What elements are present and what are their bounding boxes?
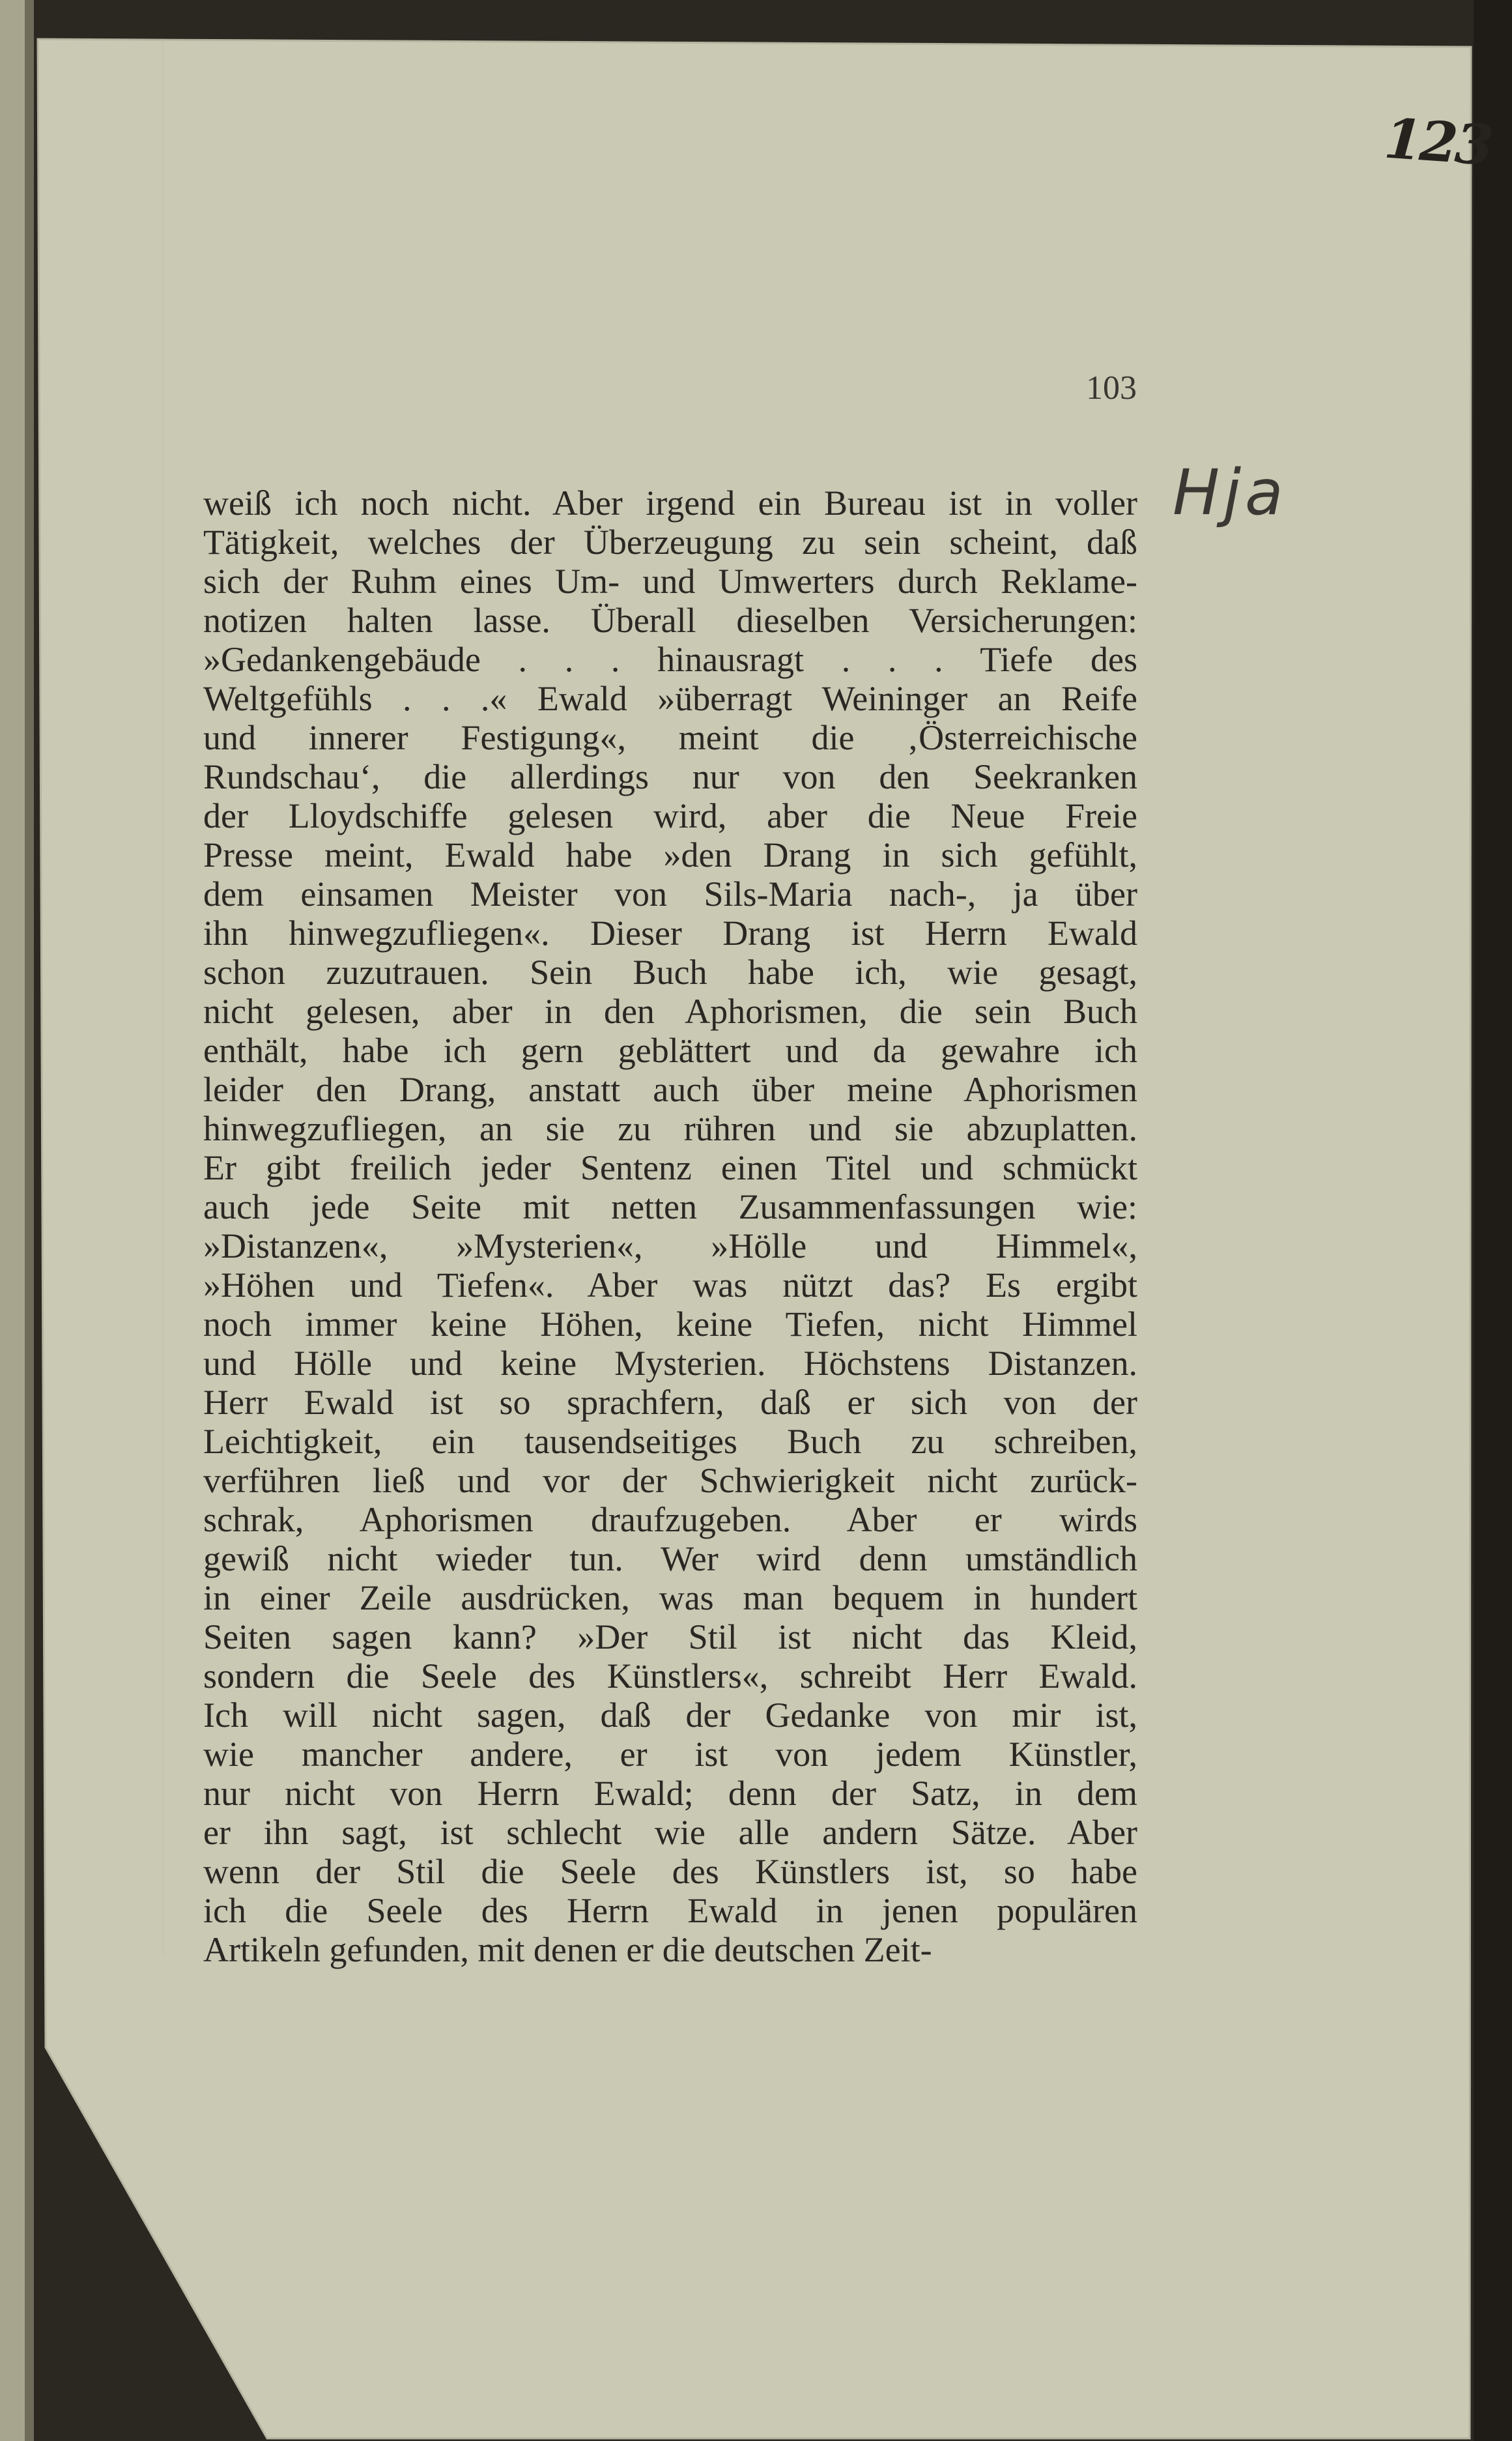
- text-line: gewiß nicht wieder tun. Wer wird denn umständlich: [203, 1539, 1137, 1578]
- text-line: dem einsamen Meister von Sils-Maria nach-, ja über: [203, 874, 1137, 914]
- text-line: wie mancher andere, er ist von jedem Künstler,: [203, 1735, 1137, 1774]
- text-line: noch immer keine Höhen, keine Tiefen, nicht Himmel: [203, 1305, 1137, 1344]
- text-line: ihn hinwegzufliegen«. Dieser Drang ist Herrn Ewald: [203, 914, 1137, 953]
- folio-number: 123: [1382, 106, 1493, 178]
- text-line: und innerer Festigung«, meint die ‚Österreichische: [203, 718, 1137, 757]
- text-line: ich die Seele des Herrn Ewald in jenen populären: [203, 1891, 1137, 1930]
- text-line: auch jede Seite mit netten Zusammenfassungen wie:: [203, 1187, 1137, 1226]
- text-line: und Hölle und keine Mysterien. Höchstens Distanzen.: [203, 1344, 1137, 1383]
- text-line: Tätigkeit, welches der Überzeugung zu sein scheint, daß: [203, 523, 1137, 562]
- text-line: schrak, Aphorismen draufzugeben. Aber er wirds: [203, 1500, 1137, 1539]
- text-line: Herr Ewald ist so sprachfern, daß er sich von der: [203, 1383, 1137, 1422]
- text-line: Ich will nicht sagen, daß der Gedanke von mir ist,: [203, 1696, 1137, 1735]
- text-line: notizen halten lasse. Überall dieselben Versicherungen:: [203, 601, 1137, 640]
- text-line: »Distanzen«, »Mysterien«, »Hölle und Himmel«,: [203, 1226, 1137, 1265]
- text-line: »Gedankengebäude . . . hinausragt . . . Tiefe des: [203, 640, 1137, 679]
- text-line: hinwegzufliegen, an sie zu rühren und sie abzuplatten.: [203, 1109, 1137, 1148]
- text-line: weiß ich noch nicht. Aber irgend ein Bureau ist in voller: [203, 484, 1137, 523]
- text-line: nur nicht von Herrn Ewald; denn der Satz, in dem: [203, 1774, 1137, 1813]
- text-line: sich der Ruhm eines Um- und Umwerters durch Reklame-: [203, 562, 1137, 601]
- text-line: sondern die Seele des Künstlers«, schreibt Herr Ewald.: [203, 1656, 1137, 1696]
- text-line: Seiten sagen kann? »Der Stil ist nicht das Kleid,: [203, 1617, 1137, 1656]
- text-line: Artikeln gefunden, mit denen er die deutschen Zeit-: [203, 1930, 932, 1969]
- text-line: er ihn sagt, ist schlecht wie alle andern Sätze. Aber: [203, 1813, 1137, 1852]
- text-line: Presse meint, Ewald habe »den Drang in sich gefühlt,: [203, 835, 1137, 874]
- text-line: »Höhen und Tiefen«. Aber was nützt das? Es ergibt: [203, 1265, 1137, 1305]
- text-line: nicht gelesen, aber in den Aphorismen, die sein Buch: [203, 992, 1137, 1031]
- text-line: wenn der Stil die Seele des Künstlers ist, so habe: [203, 1852, 1137, 1891]
- text-line: enthält, habe ich gern geblättert und da gewahre ich: [203, 1031, 1137, 1070]
- text-line: Rundschau‘, die allerdings nur von den Seekranken: [203, 757, 1137, 796]
- page-number: 103: [1086, 369, 1137, 407]
- text-line: Weltgefühls . . .« Ewald »überragt Weininger an Reife: [203, 679, 1137, 718]
- text-line: der Lloydschiffe gelesen wird, aber die Neue Freie: [203, 796, 1137, 835]
- text-line: leider den Drang, anstatt auch über meine Aphorismen: [203, 1070, 1137, 1109]
- text-line: schon zuzutrauen. Sein Buch habe ich, wie gesagt,: [203, 953, 1137, 992]
- text-line: in einer Zeile ausdrücken, was man bequem in hundert: [203, 1578, 1137, 1617]
- margin-annotation: Hja: [1173, 456, 1287, 529]
- text-line: Leichtigkeit, ein tausendseitiges Buch zu schreiben,: [203, 1422, 1137, 1461]
- text-line: verführen ließ und vor der Schwierigkeit nicht zurück-: [203, 1461, 1137, 1500]
- text-line: Er gibt freilich jeder Sentenz einen Titel und schmückt: [203, 1148, 1137, 1187]
